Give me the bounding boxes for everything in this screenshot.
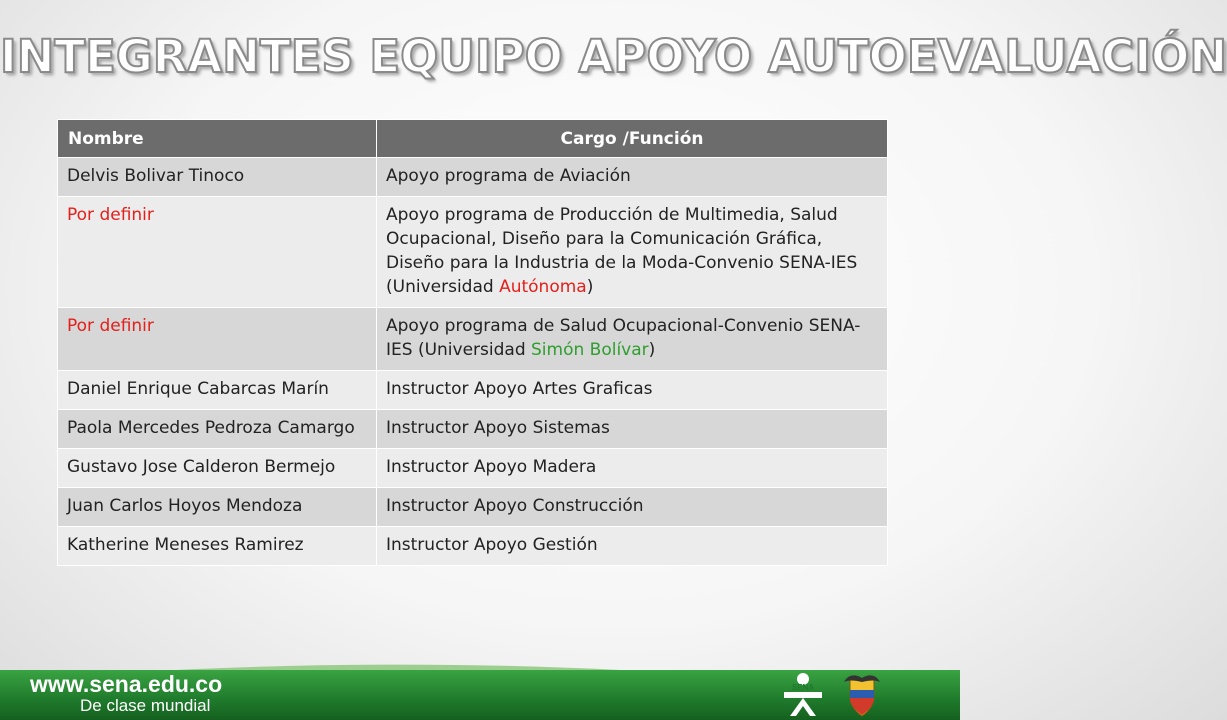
footer-url[interactable]: www.sena.edu.co [30,671,223,697]
sena-logo-icon [780,670,826,718]
role-tail: ) [648,340,656,360]
members-table [57,119,888,566]
table-row [58,410,888,449]
table-row [58,308,888,371]
member-role [377,308,888,371]
role-tail: ) [586,277,594,297]
member-name: Delvis Bolivar Tinoco [58,158,377,197]
table-header-row [58,120,888,158]
member-name: Daniel Enrique Cabarcas Marín [58,371,377,410]
colombia-coat-of-arms-icon [842,672,882,718]
role-highlight-university: Autónoma [499,277,587,297]
table-row [58,449,888,488]
table-row [58,488,888,527]
member-role [377,197,888,308]
footer-tagline: De clase mundial [80,696,211,715]
sena-logo-text: SENA [791,683,815,692]
member-name: Katherine Meneses Ramirez [58,527,377,566]
header-cargo-funcion: Cargo /Función [377,120,888,158]
role-text: Apoyo programa de Salud Ocupacional-Convenio SENA-IES (Universidad [386,316,861,360]
member-role: Instructor Apoyo Construcción [377,488,888,527]
table-row [58,371,888,410]
table-row [58,527,888,566]
role-text: Apoyo programa de Producción de Multimedia, Salud Ocupacional, Diseño para la Comunicación Gráfica, Diseño para la Industria de la Moda-Convenio SENA-IES (Universidad [386,205,858,297]
member-name-pending: Por definir [58,197,377,308]
member-name: Juan Carlos Hoyos Mendoza [58,488,377,527]
member-name-pending: Por definir [58,308,377,371]
table-row [58,197,888,308]
slide-title: INTEGRANTES EQUIPO APOYO AUTOEVALUACIÓN [0,30,1227,83]
role-highlight-university: Simón Bolívar [531,340,649,360]
member-role: Instructor Apoyo Sistemas [377,410,888,449]
member-name: Gustavo Jose Calderon Bermejo [58,449,377,488]
member-name: Paola Mercedes Pedroza Camargo [58,410,377,449]
table-row [58,158,888,197]
member-role: Instructor Apoyo Artes Graficas [377,371,888,410]
member-role: Instructor Apoyo Gestión [377,527,888,566]
members-table-wrapper [57,119,887,566]
member-role: Instructor Apoyo Madera [377,449,888,488]
member-role: Apoyo programa de Aviación [377,158,888,197]
header-nombre: Nombre [58,120,377,158]
